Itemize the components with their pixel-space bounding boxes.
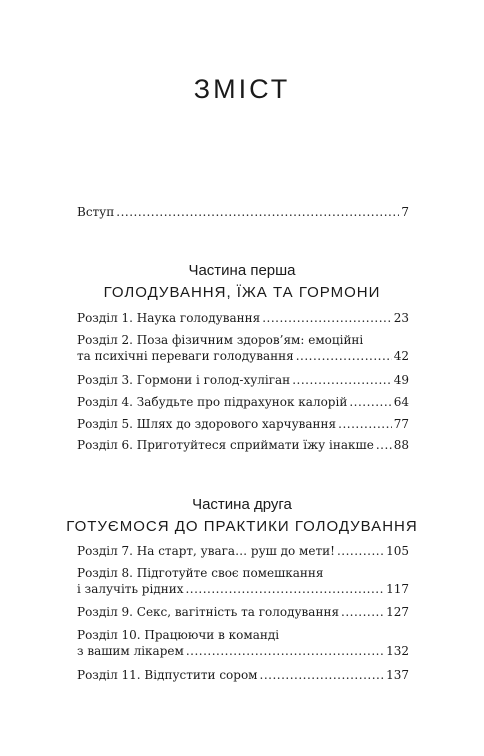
leader-dots (186, 643, 384, 659)
toc-entry-chapter-3[interactable] (77, 372, 409, 388)
toc-entry-label: Розділ 7. На старт, увага… руш до мети! (77, 544, 335, 558)
toc-entry-chapter-8[interactable] (77, 565, 409, 597)
toc-entry-chapter-7[interactable] (77, 543, 409, 559)
part-1-label: Частина перша (188, 262, 296, 279)
toc-entry-page: 49 (393, 373, 409, 387)
toc-entry-label: Розділ 9. Секс, вагітність та голодування (77, 605, 340, 619)
toc-entry-label: Розділ 5. Шлях до здорового харчування (77, 417, 337, 431)
toc-entry-label: Розділ 1. Наука голодування (77, 311, 261, 325)
leader-dots (116, 204, 399, 220)
toc-entry-label: Розділ 3. Гормони і голод-хуліган (77, 373, 291, 387)
toc-entry-page: 23 (393, 311, 409, 325)
toc-entry-chapter-9[interactable] (77, 604, 409, 620)
toc-entry-page: 132 (386, 644, 409, 658)
toc-entry-page: 7 (401, 205, 409, 219)
toc-entry-chapter-11[interactable] (77, 667, 409, 683)
toc-entry-page: 42 (393, 349, 409, 363)
toc-entry-page: 105 (386, 544, 409, 558)
toc-entry-label-line2: та психічні переваги голодування (77, 349, 294, 363)
leader-dots (262, 310, 392, 326)
toc-entry-label-line2: і залучіть рідних (77, 582, 184, 596)
toc-entry-intro[interactable] (77, 204, 409, 220)
toc-entry-page: 64 (393, 395, 409, 409)
toc-entry-label: Розділ 4. Забудьте про підрахунок калорій (77, 395, 348, 409)
toc-entry-page: 137 (386, 668, 409, 682)
toc-entry-chapter-1[interactable] (77, 310, 409, 326)
leader-dots (260, 667, 385, 683)
toc-entry-label-line2: з вашим лікарем (77, 644, 184, 658)
toc-entry-chapter-4[interactable] (77, 394, 409, 410)
part-1-title: ГОЛОДУВАННЯ, ЇЖА ТА ГОРМОНИ (103, 284, 381, 301)
toc-entry-label: Розділ 11. Відпустити сором (77, 668, 258, 682)
leader-dots (296, 348, 392, 364)
toc-entry-chapter-10[interactable] (77, 627, 409, 659)
leader-dots (337, 543, 384, 559)
leader-dots (185, 581, 384, 597)
leader-dots (338, 416, 392, 432)
toc-entry-label-line1: Розділ 2. Поза фізичним здоров’ям: емоційні (77, 333, 364, 347)
toc-entry-page: 127 (386, 605, 409, 619)
toc-entry-page: 77 (393, 417, 409, 431)
toc-entry-label-line1: Розділ 10. Працюючи в команді (77, 628, 280, 642)
toc-entry-chapter-6[interactable] (77, 437, 409, 453)
toc-entry-page: 117 (386, 582, 409, 596)
page-title: ЗМІСТ (193, 74, 291, 104)
leader-dots (376, 437, 392, 453)
part-2-label: Частина друга (192, 496, 292, 513)
toc-entry-label: Розділ 6. Приготуйтеся сприймати їжу інакше (77, 438, 374, 452)
toc-entry-page: 88 (393, 438, 409, 452)
toc-entry-chapter-2[interactable] (77, 332, 409, 364)
leader-dots (349, 394, 391, 410)
leader-dots (341, 604, 384, 620)
toc-entry-label: Вступ (77, 205, 115, 219)
leader-dots (292, 372, 392, 388)
toc-entry-chapter-5[interactable] (77, 416, 409, 432)
toc-entry-label-line1: Розділ 8. Підготуйте своє помешкання (77, 566, 324, 580)
part-2-title: ГОТУЄМОСЯ ДО ПРАКТИКИ ГОЛОДУВАННЯ (66, 518, 418, 535)
